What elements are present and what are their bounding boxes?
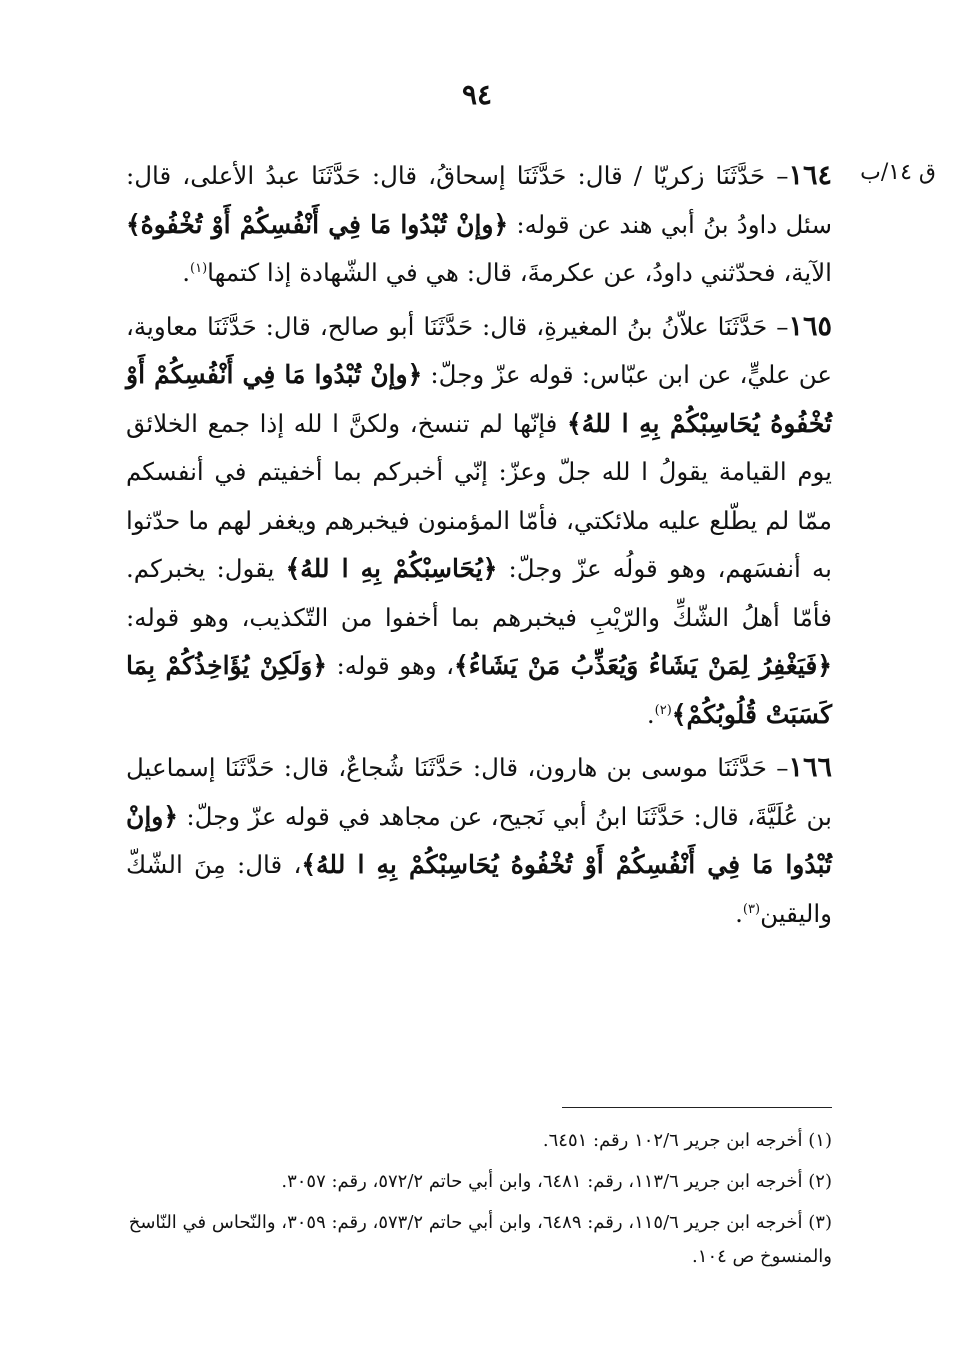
hadith-paragraph [126,744,832,938]
hadith-paragraph [126,152,832,298]
quran-quote: ﴿وإنْ تُبْدُوا مَا فِي أَنْفُسِكُمْ أَوْ تُخْفُوهُ﴾ [126,209,509,239]
quran-quote: ﴿وإنْ تُبْدُوا مَا فِي أَنْفُسِكُمْ أَوْ تُخْفُوهُ يُحَاسِبْكُمْ بِهِ ا للهُ﴾ [126,801,832,879]
text-segment: . [646,699,655,729]
text-segment: – حَدَّثَنَا علاّنُ بنُ المغيرةِ، قال: حَدَّثَنَا أبو صالح، قال: حَدَّثَنَا معاوية، عن عليٍّ، عن ابن عبّاس: قوله عزّ وجلّ: [126,311,832,389]
hadith-text [126,161,832,287]
hadith-text [126,753,832,928]
text-segment: يقول: يخبركم. فأمّا أهلُ الشّكِّ والرّيْبِ فيخبرهم بما أخفوا من التّكذيب، وهو قوله: [126,554,832,632]
text-segment: – حَدَّثَنَا موسى بن هارون، قال: حَدَّثَنَا شُجاعٌ، قال: حَدَّثَنَا إسماعيل بن عُلَيَّةَ، قال: حَدَّثَنَا ابنُ أبي نَجيح، عن مجاهد في قوله عزّ وجلّ: [126,753,832,831]
quran-quote: ﴿يُحَاسِبْكُمْ بِهِ ا للهُ﴾ [285,554,498,583]
text-segment: الآية، فحدّثني داودُ، عن عكرمةَ، قال: هي في الشّهادة إذا كتمها [207,258,832,287]
text-segment: فإنّها لم تنسخ، ولكنَّ ا لله إذا جمع الخلائق يوم القيامة يقولُ ا لله جلّ وعزّ: إنّي أخبركم بما أخفيتم في أنفسكم ممّا لم يطّلع عليه ملائكتي، فأمّا المؤمنون فيخبرهم ويغفر لهم ما حدّثوا به أنفسَهم، وهو قولُه عزّ وجلّ: [126,408,832,583]
text-segment: – حَدَّثَنَا زكريّا / قال: حَدَّثَنَا إسحاقُ، قال: حَدَّثَنَا عبدُ الأعلى، قال: سئل داودُ بنُ أبي هند عن قوله: [126,161,832,239]
footnote-divider [562,1107,832,1108]
text-segment: ، قال: مِنَ الشّكّ واليقين [126,850,832,928]
footnote: (٣) أخرجه ابن جرير ١١٥/٦، رقم: ٦٤٨٩، وابن أبي حاتم ٥٧٣/٢، رقم: ٣٠٥٩، والنّحاس في النّاسخ والمنسوخ ص ١٠٤. [128,1212,832,1267]
quran-quote: ﴿وَلَكِنْ يُؤَاخِذُكُمْ بِمَا كَسَبَتْ قُلُوبُكُمْ﴾ [126,651,832,729]
text-segment: . [182,258,190,287]
quran-quote: ﴿فَيَغْفِرُ لِمَنْ يَشَاءُ وَيُعَذِّبُ مَنْ يَشَاءُ﴾ [454,651,832,680]
main-text [126,152,832,943]
hadith-paragraph [126,303,832,740]
hadith-number: ١٦٦ [788,752,832,783]
footnote-marker: (٣) [742,901,761,917]
footnote: (٢) أخرجه ابن جرير ١١٣/٦، رقم: ٦٤٨١، وابن أبي حاتم ٥٧٢/٢، رقم: ٣٠٥٧. [281,1171,832,1192]
manuscript-folio-note: ق ١٤/ب [860,160,936,185]
footnote-marker: (١) [190,260,208,276]
text-segment: . [735,898,743,928]
hadith-text [126,312,832,729]
hadith-number: ١٦٥ [788,310,832,342]
footnotes [126,1124,832,1281]
text-segment: ، وهو قوله: [326,651,455,680]
page-number: ٩٤ [461,78,493,111]
hadith-number: ١٦٤ [788,160,832,191]
footnote: (١) أخرجه ابن جرير ١٠٢/٦ رقم: ٦٤٥١. [542,1130,832,1151]
quran-quote: ﴿وإنْ تُبْدُوا مَا فِي أَنْفُسِكُمْ أَوْ تُخْفُوهُ يُحَاسِبْكُمْ بِهِ ا للهُ﴾ [126,360,832,438]
footnote-marker: (٢) [654,702,672,718]
